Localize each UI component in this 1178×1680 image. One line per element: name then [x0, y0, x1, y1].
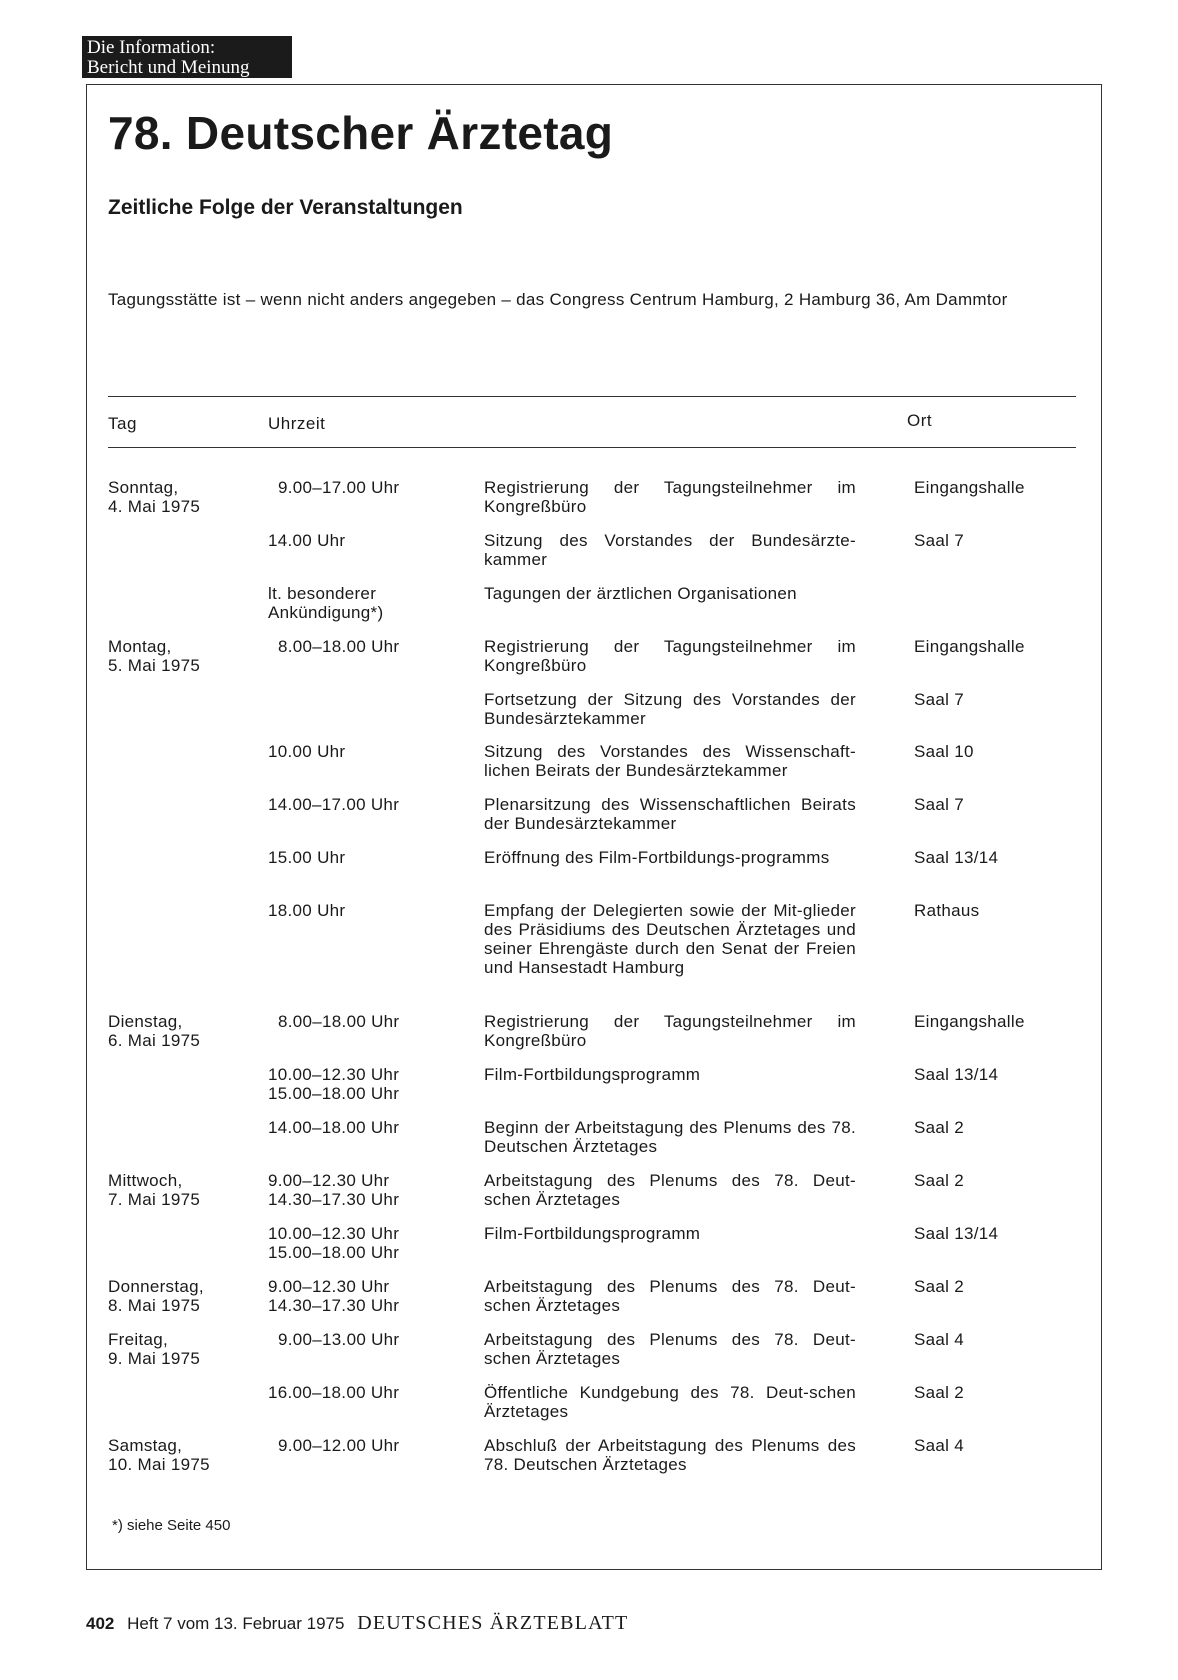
event-cell: Beginn der Arbeitstagung des Plenums des 78. Deutschen Ärztetages — [484, 1118, 856, 1156]
location-cell: Saal 13/14 — [914, 848, 999, 867]
location-cell: Saal 4 — [914, 1330, 965, 1349]
section-label-line2: Bericht und Meinung — [87, 57, 250, 78]
event-cell: Arbeitstagung des Plenums des 78. Deut-schen Ärztetages — [484, 1277, 856, 1315]
event-cell: Sitzung des Vorstandes der Bundesärzte-kammer — [484, 531, 856, 569]
location-cell: Saal 10 — [914, 742, 974, 761]
header-day: Tag — [108, 414, 137, 433]
event-cell: Registrierung der Tagungsteilnehmer im Kongreßbüro — [484, 1012, 856, 1050]
time-cell: 9.00–17.00 Uhr — [278, 478, 400, 497]
time-cell: 18.00 Uhr — [268, 901, 346, 920]
table-header-rule — [108, 447, 1076, 448]
time-cell: 16.00–18.00 Uhr — [268, 1383, 400, 1402]
location-cell: Saal 4 — [914, 1436, 965, 1455]
location-cell: Saal 2 — [914, 1277, 965, 1296]
time-cell: 9.00–12.00 Uhr — [278, 1436, 400, 1455]
page-footer — [86, 1612, 628, 1635]
table-top-rule — [108, 396, 1076, 397]
time-cell: 9.00–13.00 Uhr — [278, 1330, 400, 1349]
time-cell: 14.00 Uhr — [268, 531, 346, 550]
issue-info: Heft 7 vom 13. Februar 1975 — [127, 1614, 345, 1633]
time-cell: 10.00 Uhr — [268, 742, 346, 761]
event-cell: Arbeitstagung des Plenums des 78. Deut-schen Ärztetages — [484, 1171, 856, 1209]
page-number: 402 — [86, 1614, 115, 1633]
event-cell: Eröffnung des Film-Fortbildungs-programms — [484, 848, 830, 867]
location-cell: Saal 2 — [914, 1171, 965, 1190]
event-cell: Tagungen der ärztlichen Organisationen — [484, 584, 797, 603]
header-time: Uhrzeit — [268, 414, 326, 433]
event-cell: Registrierung der Tagungsteilnehmer im Kongreßbüro — [484, 637, 856, 675]
event-cell: Registrierung der Tagungsteilnehmer im Kongreßbüro — [484, 478, 856, 516]
page-title: 78. Deutscher Ärztetag — [108, 107, 614, 159]
time-cell: 14.00–18.00 Uhr — [268, 1118, 400, 1137]
event-cell: Arbeitstagung des Plenums des 78. Deut-schen Ärztetages — [484, 1330, 856, 1368]
event-cell: Sitzung des Vorstandes des Wissenschaft-lichen Beirats der Bundesärztekammer — [484, 742, 856, 780]
page-subtitle: Zeitliche Folge der Veranstaltungen — [108, 196, 463, 219]
time-cell: 9.00–12.30 Uhr 14.30–17.30 Uhr — [268, 1277, 400, 1315]
section-label-line1: Die Information: — [87, 37, 216, 58]
location-cell: Saal 2 — [914, 1383, 965, 1402]
location-cell: Eingangshalle — [914, 478, 1025, 497]
time-cell: 10.00–12.30 Uhr 15.00–18.00 Uhr — [268, 1065, 400, 1103]
time-cell: 15.00 Uhr — [268, 848, 346, 867]
event-cell: Öffentliche Kundgebung des 78. Deut-schen Ärztetages — [484, 1383, 856, 1421]
location-cell: Eingangshalle — [914, 637, 1025, 656]
magazine-name: DEUTSCHES ÄRZTEBLATT — [357, 1612, 629, 1634]
location-cell: Saal 7 — [914, 531, 965, 550]
event-cell: Plenarsitzung des Wissenschaftlichen Beirats der Bundesärztekammer — [484, 795, 856, 833]
event-cell: Film-Fortbildungsprogramm — [484, 1224, 701, 1243]
location-cell: Saal 13/14 — [914, 1224, 999, 1243]
time-cell: 14.00–17.00 Uhr — [268, 795, 400, 814]
event-cell: Empfang der Delegierten sowie der Mit-glieder des Präsidiums des Deutschen Ärztetages und seiner Ehrengäste durch den Senat der Freien und Hansestadt Hamburg — [484, 901, 856, 977]
location-cell: Saal 7 — [914, 690, 965, 709]
event-cell: Fortsetzung der Sitzung des Vorstandes der Bundesärztekammer — [484, 690, 856, 728]
day-cell: Sonntag, 4. Mai 1975 — [108, 478, 201, 516]
intro-text: Tagungsstätte ist – wenn nicht anders angegeben – das Congress Centrum Hamburg, 2 Hamburg 36, Am Dammtor — [108, 290, 1008, 309]
location-cell: Eingangshalle — [914, 1012, 1025, 1031]
event-cell: Film-Fortbildungsprogramm — [484, 1065, 701, 1084]
time-cell: lt. besonderer Ankündigung*) — [268, 584, 384, 622]
time-cell: 8.00–18.00 Uhr — [278, 637, 400, 656]
day-cell: Dienstag, 6. Mai 1975 — [108, 1012, 201, 1050]
section-label — [82, 36, 292, 78]
location-cell: Saal 13/14 — [914, 1065, 999, 1084]
location-cell: Rathaus — [914, 901, 980, 920]
day-cell: Mittwoch, 7. Mai 1975 — [108, 1171, 201, 1209]
footnote: *) siehe Seite 450 — [112, 1517, 231, 1534]
time-cell: 8.00–18.00 Uhr — [278, 1012, 400, 1031]
time-cell: 9.00–12.30 Uhr 14.30–17.30 Uhr — [268, 1171, 400, 1209]
header-location: Ort — [907, 411, 933, 430]
day-cell: Samstag, 10. Mai 1975 — [108, 1436, 210, 1474]
time-cell: 10.00–12.30 Uhr 15.00–18.00 Uhr — [268, 1224, 400, 1262]
day-cell: Montag, 5. Mai 1975 — [108, 637, 201, 675]
day-cell: Donnerstag, 8. Mai 1975 — [108, 1277, 204, 1315]
location-cell: Saal 2 — [914, 1118, 965, 1137]
day-cell: Freitag, 9. Mai 1975 — [108, 1330, 201, 1368]
location-cell: Saal 7 — [914, 795, 965, 814]
event-cell: Abschluß der Arbeitstagung des Plenums des 78. Deutschen Ärztetages — [484, 1436, 856, 1474]
